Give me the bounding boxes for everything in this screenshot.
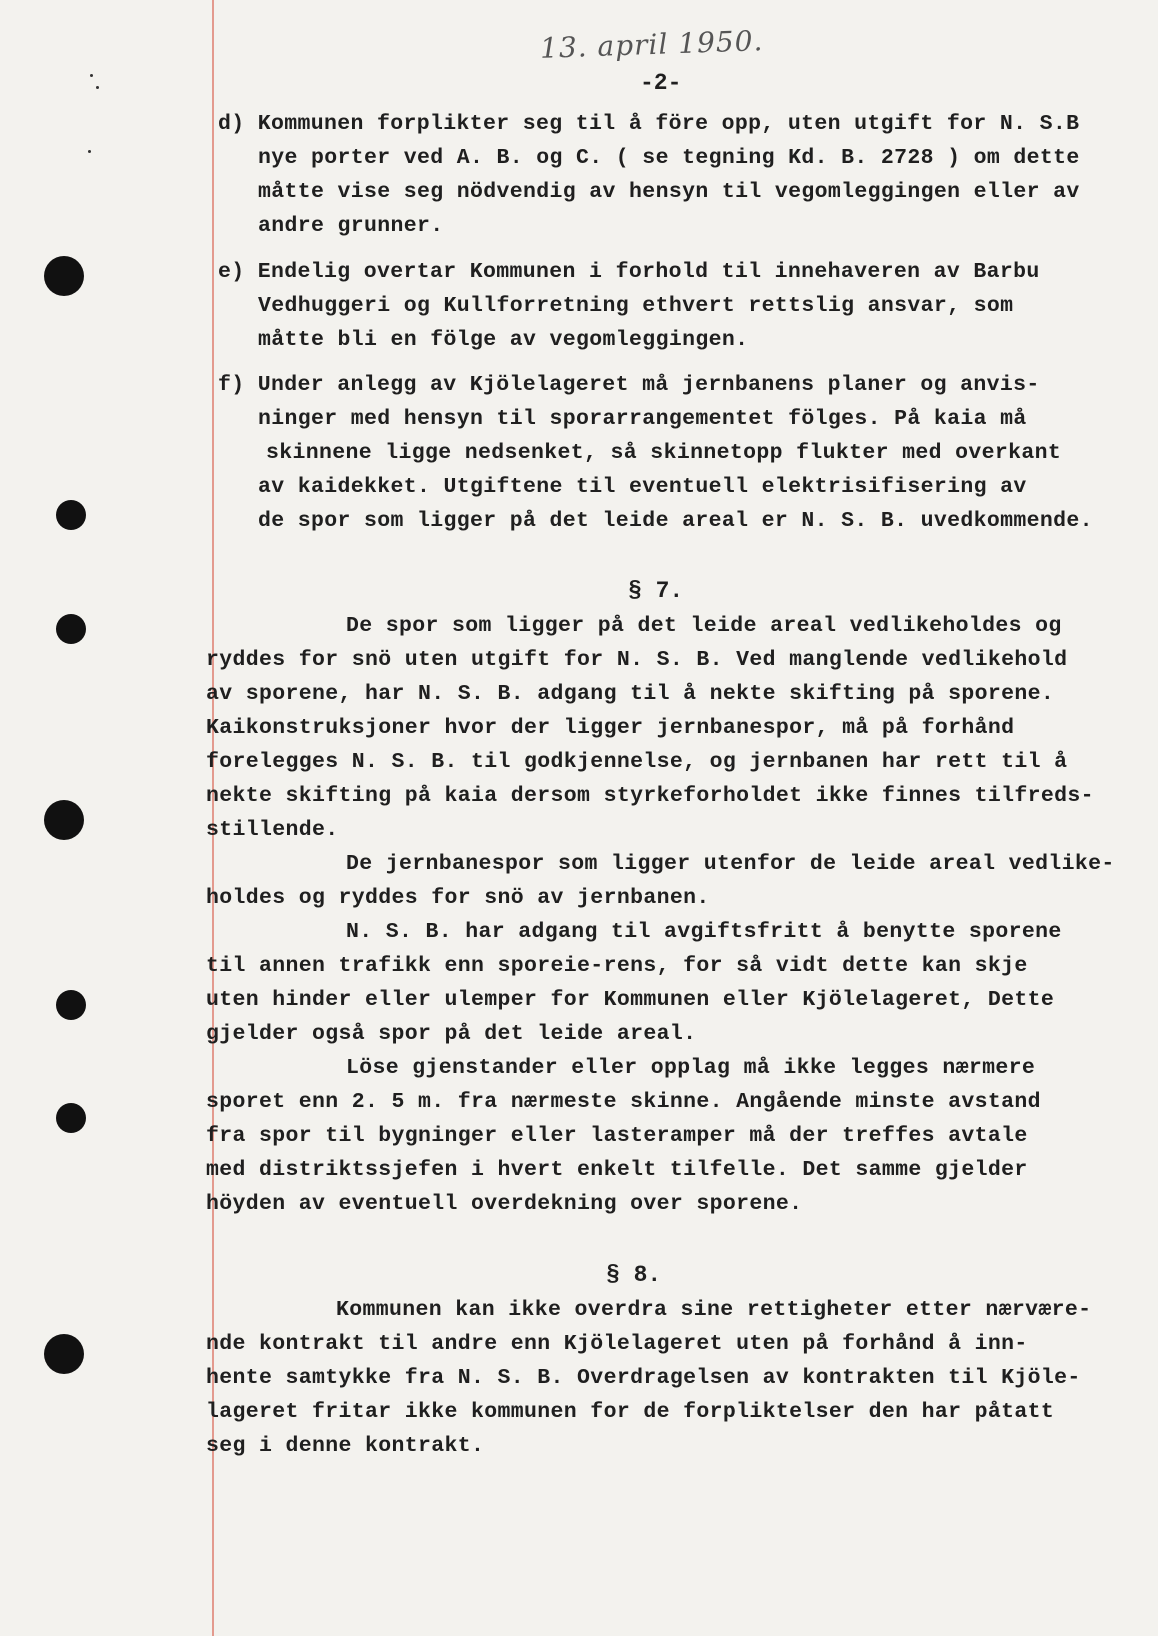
section-7-line: til annen trafikk enn sporeie-rens, for så vidt dette kan skje [206, 954, 1028, 978]
punch-hole [56, 614, 86, 644]
section-8-line: nde kontrakt til andre enn Kjölelageret uten på forhånd å inn- [206, 1332, 1028, 1356]
section-7-line: holdes og ryddes for snö av jernbanen. [206, 886, 710, 910]
item-e-line: Vedhuggeri og Kullforretning ethvert rettslig ansvar, som [258, 294, 1014, 318]
item-d-line: d) Kommunen forplikter seg til å före opp, uten utgift for N. S.B [218, 112, 1080, 136]
section-7-line: De jernbanespor som ligger utenfor de leide areal vedlike- [346, 852, 1115, 876]
section-7-line: stillende. [206, 818, 339, 842]
item-d-line: nye porter ved A. B. og C. ( se tegning Kd. B. 2728 ) om dette [258, 146, 1080, 170]
item-d-line: andre grunner. [258, 214, 444, 238]
section-7-line: Löse gjenstander eller opplag må ikke legges nærmere [346, 1056, 1036, 1080]
punch-hole [56, 1103, 86, 1133]
punch-hole [56, 500, 86, 530]
item-f-line: f) Under anlegg av Kjölelageret må jernbanens planer og anvis- [218, 373, 1040, 397]
item-f-line: skinnene ligge nedsenket, så skinnetopp flukter med overkant [266, 441, 1062, 465]
item-e-line: e) Endelig overtar Kommunen i forhold til innehaveren av Barbu [218, 260, 1040, 284]
section-7-line: av sporene, har N. S. B. adgang til å nekte skifting på sporene. [206, 682, 1055, 706]
section-7-line: forelegges N. S. B. til godkjennelse, og jernbanen har rett til å [206, 750, 1068, 774]
speck [88, 150, 91, 153]
item-e-line: måtte bli en fölge av vegomleggingen. [258, 328, 749, 352]
item-f-line: ninger med hensyn til sporarrangementet fölges. På kaia må [258, 407, 1027, 431]
section-7-line: nekte skifting på kaia dersom styrkeforholdet ikke finnes tilfreds- [206, 784, 1094, 808]
section-7-line: De spor som ligger på det leide areal vedlikeholdes og [346, 614, 1062, 638]
section-7-line: höyden av eventuell overdekning over sporene. [206, 1192, 803, 1216]
section-8-heading: § 8. [606, 1262, 662, 1288]
section-8-line: Kommunen kan ikke overdra sine rettigheter etter nærvære- [336, 1298, 1092, 1322]
punch-hole [56, 990, 86, 1020]
section-8-line: hente samtykke fra N. S. B. Overdragelsen av kontrakten til Kjöle- [206, 1366, 1081, 1390]
handwritten-date: 13. april 1950. [539, 24, 764, 65]
punch-hole [44, 256, 84, 296]
section-7-line: uten hinder eller ulemper for Kommunen eller Kjölelageret, Dette [206, 988, 1055, 1012]
section-7-heading: § 7. [628, 578, 684, 604]
item-d-line: måtte vise seg nödvendig av hensyn til vegomleggingen eller av [258, 180, 1080, 204]
section-7-line: sporet enn 2. 5 m. fra nærmeste skinne. Angående minste avstand [206, 1090, 1041, 1114]
item-f-line: de spor som ligger på det leide areal er N. S. B. uvedkommende. [258, 509, 1093, 533]
section-7-line: ryddes for snö uten utgift for N. S. B. Ved manglende vedlikehold [206, 648, 1068, 672]
section-7-line: Kaikonstruksjoner hvor der ligger jernbanespor, må på forhånd [206, 716, 1015, 740]
speck [90, 74, 93, 77]
section-7-line: gjelder også spor på det leide areal. [206, 1022, 697, 1046]
punch-hole [44, 800, 84, 840]
section-7-line: fra spor til bygninger eller lasteramper må der treffes avtale [206, 1124, 1028, 1148]
punch-hole [44, 1334, 84, 1374]
speck [96, 86, 99, 89]
section-8-line: lageret fritar ikke kommunen for de forpliktelser den har påtatt [206, 1400, 1055, 1424]
item-f-line: av kaidekket. Utgiftene til eventuell elektrisifisering av [258, 475, 1027, 499]
section-8-line: seg i denne kontrakt. [206, 1434, 485, 1458]
section-7-line: med distriktssjefen i hvert enkelt tilfelle. Det samme gjelder [206, 1158, 1028, 1182]
section-7-line: N. S. B. har adgang til avgiftsfritt å benytte sporene [346, 920, 1062, 944]
page-number: -2- [640, 70, 682, 96]
